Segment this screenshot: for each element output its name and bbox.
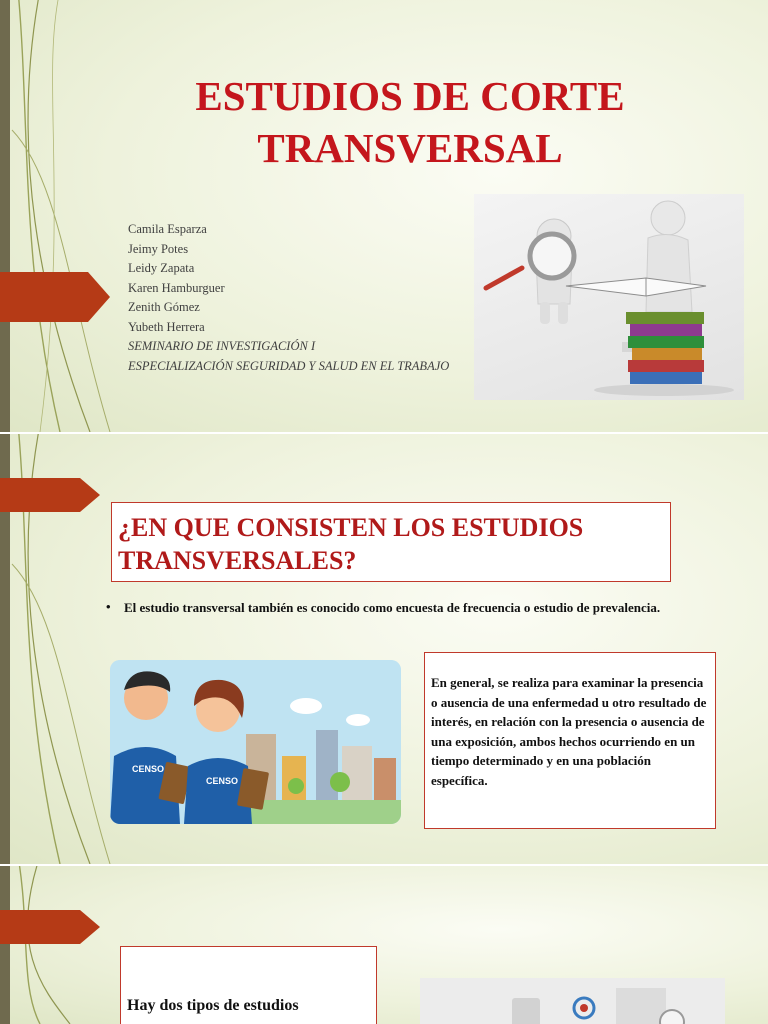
definition-box: En general, se realiza para examinar la presencia o ausencia de una enfermedad u otro resultado de interés, en relación con la presencia o ausencia de una exposición, ambos hechos ocurriendo en un tiempo determinado y en una población específica. bbox=[424, 652, 716, 829]
census-badge-text: CENSO bbox=[132, 764, 165, 774]
specialization-label: ESPECIALIZACIÓN SEGURIDAD Y SALUD EN EL TRABAJO bbox=[128, 358, 450, 373]
author-name: Jeimy Potes bbox=[128, 241, 189, 256]
author-name: Karen Hamburguer bbox=[128, 280, 225, 295]
author-list bbox=[128, 220, 478, 376]
bullet-text: El estudio transversal también es conocido como encuesta de frecuencia o estudio de prevalencia. bbox=[124, 600, 661, 615]
slide-2 bbox=[0, 434, 768, 864]
bullet-item bbox=[106, 598, 716, 617]
slide-3 bbox=[0, 866, 768, 1024]
section-heading: ¿EN QUE CONSISTEN LOS ESTUDIOS TRANSVERSALES? bbox=[111, 502, 671, 582]
arrow-marker bbox=[0, 910, 100, 944]
arrow-marker bbox=[0, 478, 100, 512]
census-badge-text: CENSO bbox=[206, 776, 239, 786]
types-box: Hay dos tipos de estudios bbox=[120, 946, 377, 1024]
author-name: Yubeth Herrera bbox=[128, 319, 205, 334]
document-icons-image bbox=[420, 978, 725, 1024]
arrow-marker bbox=[0, 272, 110, 322]
magnifier-books-image bbox=[474, 194, 744, 400]
bullet-dot: • bbox=[106, 599, 111, 614]
swirl-decoration bbox=[0, 0, 140, 432]
author-name: Zenith Gómez bbox=[128, 300, 200, 314]
slide-1 bbox=[0, 0, 768, 432]
census-illustration bbox=[110, 660, 401, 824]
seminar-label: SEMINARIO DE INVESTIGACIÓN I bbox=[128, 339, 316, 353]
page-title: ESTUDIOS DE CORTE TRANSVERSAL bbox=[195, 73, 625, 171]
swirl-decoration bbox=[0, 866, 140, 1024]
author-name: Leidy Zapata bbox=[128, 261, 195, 275]
author-name: Camila Esparza bbox=[128, 222, 207, 236]
